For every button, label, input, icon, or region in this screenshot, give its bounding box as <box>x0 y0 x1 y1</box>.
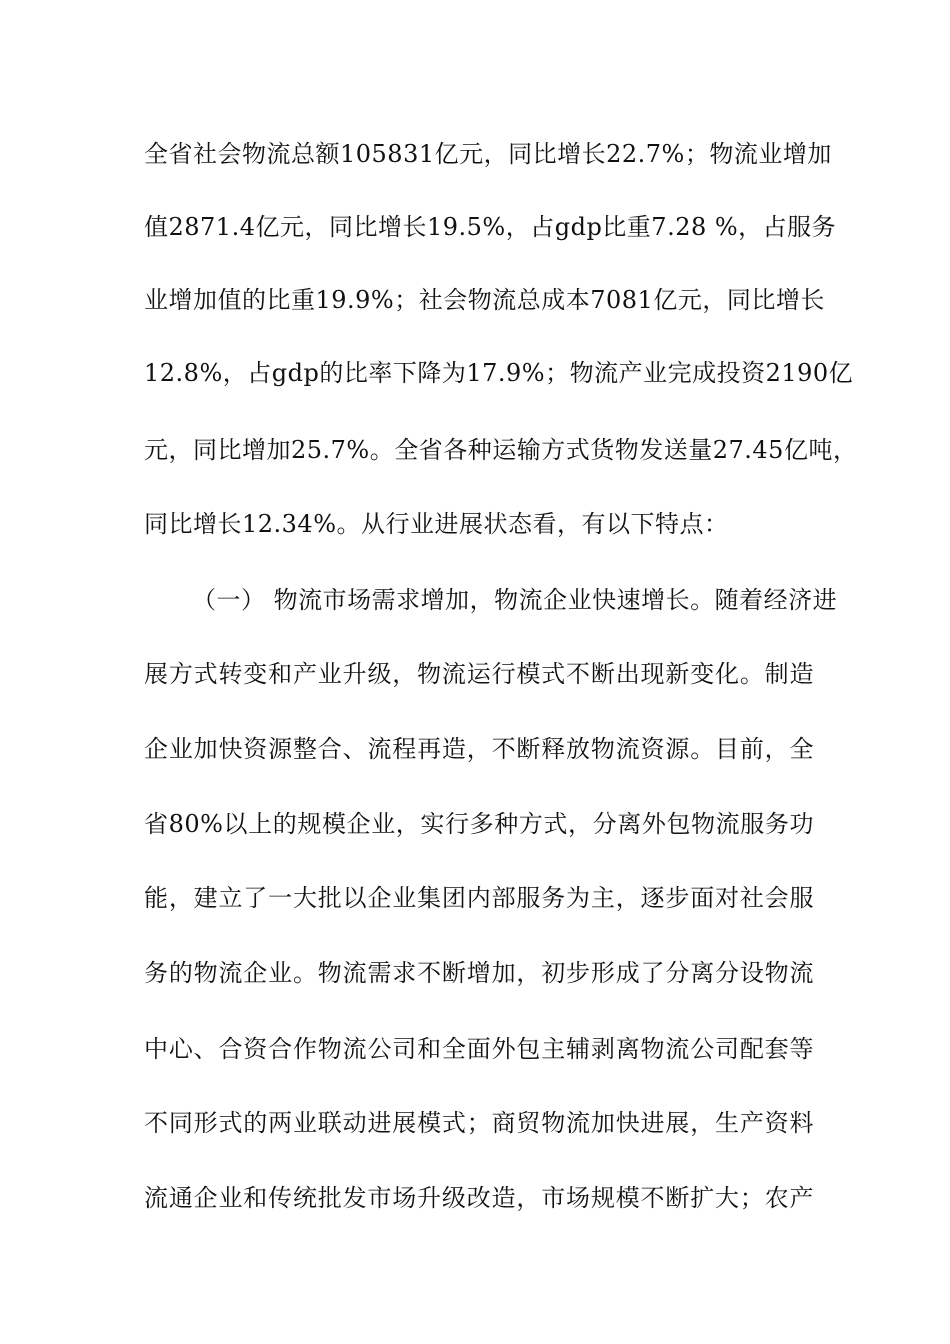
paragraph-line: 中心、合资合作物流公司和全面外包主辅剥离物流公司配套等 <box>144 1035 814 1063</box>
paragraph-line: 同比增长12.34%。从行业进展状态看，有以下特点： <box>144 510 729 538</box>
paragraph-line: 全省社会物流总额105831亿元，同比增长22.7%；物流业增加 <box>144 140 832 168</box>
paragraph-line: 流通企业和传统批发市场升级改造，市场规模不断扩大；农产 <box>144 1184 814 1212</box>
paragraph-line: （一） 物流市场需求增加，物流企业快速增长。随着经济进 <box>192 586 838 614</box>
paragraph-line: 12.8%，占gdp的比率下降为17.9%；物流产业完成投资2190亿 <box>144 359 854 387</box>
paragraph-line: 能，建立了一大批以企业集团内部服务为主，逐步面对社会服 <box>144 884 814 912</box>
paragraph-line: 不同形式的两业联动进展模式；商贸物流加快进展，生产资料 <box>144 1109 814 1137</box>
paragraph-line: 元，同比增加25.7%。全省各种运输方式货物发送量27.45亿吨， <box>144 436 858 464</box>
paragraph-line: 务的物流企业。物流需求不断增加，初步形成了分离分设物流 <box>144 959 814 987</box>
paragraph-line: 值2871.4亿元，同比增长19.5%，占gdp比重7.28 %，占服务 <box>144 213 837 241</box>
paragraph-line: 企业加快资源整合、流程再造，不断释放物流资源。目前，全 <box>144 735 814 763</box>
paragraph-line: 省80%以上的规模企业，实行多种方式，分离外包物流服务功 <box>144 810 814 838</box>
paragraph-line: 业增加值的比重19.9%；社会物流总成本7081亿元，同比增长 <box>144 286 825 314</box>
paragraph-line: 展方式转变和产业升级，物流运行模式不断出现新变化。制造 <box>144 660 814 688</box>
